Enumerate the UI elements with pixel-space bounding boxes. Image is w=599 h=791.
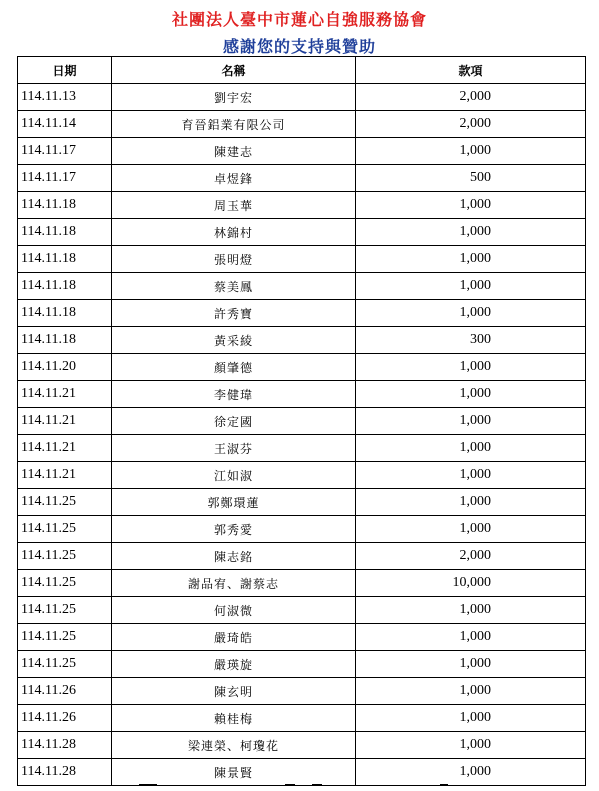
table-row xyxy=(18,246,586,273)
date-cell: 114.11.18 xyxy=(18,192,112,219)
date-cell: 114.11.25 xyxy=(18,570,112,597)
amount-cell: 1,000 xyxy=(356,138,586,165)
date-cell: 114.11.25 xyxy=(18,543,112,570)
cutoff-mark xyxy=(312,784,322,786)
column-header-date: 日期 xyxy=(18,57,112,84)
date-cell: 114.11.25 xyxy=(18,651,112,678)
date-cell: 114.11.14 xyxy=(18,111,112,138)
amount-cell: 10,000 xyxy=(356,570,586,597)
table-row xyxy=(18,624,586,651)
amount-cell: 1,000 xyxy=(356,192,586,219)
cutoff-mark xyxy=(440,784,448,786)
name-cell: 張明燈 xyxy=(112,246,356,273)
date-cell: 114.11.28 xyxy=(18,732,112,759)
name-cell: 許秀寶 xyxy=(112,300,356,327)
name-cell: 顏肇德 xyxy=(112,354,356,381)
thank-you-subtitle: 感謝您的支持與贊助 xyxy=(222,37,376,56)
date-cell: 114.11.17 xyxy=(18,138,112,165)
date-cell: 114.11.25 xyxy=(18,624,112,651)
date-cell: 114.11.21 xyxy=(18,381,112,408)
amount-cell: 1,000 xyxy=(356,381,586,408)
table-row xyxy=(18,273,586,300)
amount-cell: 1,000 xyxy=(356,516,586,543)
amount-cell: 500 xyxy=(356,165,586,192)
table-row xyxy=(18,543,586,570)
amount-cell: 2,000 xyxy=(356,84,586,111)
table-row xyxy=(18,759,586,786)
table-row xyxy=(18,732,586,759)
cutoff-mark xyxy=(139,784,157,786)
table-row xyxy=(18,219,586,246)
name-cell: 江如淑 xyxy=(112,462,356,489)
name-cell: 周玉華 xyxy=(112,192,356,219)
date-cell: 114.11.26 xyxy=(18,705,112,732)
table-row xyxy=(18,651,586,678)
name-cell: 嚴瑛旋 xyxy=(112,651,356,678)
amount-cell: 1,000 xyxy=(356,489,586,516)
name-cell: 黃采綾 xyxy=(112,327,356,354)
table-row xyxy=(18,300,586,327)
organization-title: 社團法人臺中市蓮心自強服務協會 xyxy=(171,10,427,29)
date-cell: 114.11.21 xyxy=(18,462,112,489)
date-cell: 114.11.18 xyxy=(18,327,112,354)
table-row xyxy=(18,462,586,489)
name-cell: 何淑微 xyxy=(112,597,356,624)
amount-cell: 1,000 xyxy=(356,462,586,489)
name-cell: 梁連榮、柯瓊花 xyxy=(112,732,356,759)
amount-cell: 2,000 xyxy=(356,543,586,570)
amount-cell: 1,000 xyxy=(356,300,586,327)
table-row xyxy=(18,408,586,435)
date-cell: 114.11.18 xyxy=(18,246,112,273)
date-cell: 114.11.18 xyxy=(18,273,112,300)
amount-cell: 1,000 xyxy=(356,678,586,705)
name-cell: 林錦村 xyxy=(112,219,356,246)
name-cell: 卓煜鋒 xyxy=(112,165,356,192)
date-cell: 114.11.25 xyxy=(18,597,112,624)
date-cell: 114.11.21 xyxy=(18,435,112,462)
date-cell: 114.11.18 xyxy=(18,300,112,327)
column-header-name: 名稱 xyxy=(112,57,356,84)
table-row xyxy=(18,705,586,732)
amount-cell: 2,000 xyxy=(356,111,586,138)
date-cell: 114.11.26 xyxy=(18,678,112,705)
amount-cell: 1,000 xyxy=(356,705,586,732)
table-body xyxy=(18,84,586,786)
name-cell: 嚴琦皓 xyxy=(112,624,356,651)
table-row xyxy=(18,570,586,597)
date-cell: 114.11.25 xyxy=(18,489,112,516)
name-cell: 陳建志 xyxy=(112,138,356,165)
table-row xyxy=(18,192,586,219)
table-row xyxy=(18,327,586,354)
name-cell: 郭鄭環蓮 xyxy=(112,489,356,516)
donation-table xyxy=(17,56,586,786)
date-cell: 114.11.13 xyxy=(18,84,112,111)
amount-cell: 1,000 xyxy=(356,597,586,624)
name-cell: 育晉鋁業有限公司 xyxy=(112,111,356,138)
column-header-amount: 款項 xyxy=(356,57,586,84)
name-cell: 李健瑋 xyxy=(112,381,356,408)
amount-cell: 300 xyxy=(356,327,586,354)
amount-cell: 1,000 xyxy=(356,759,586,786)
table-row xyxy=(18,165,586,192)
table-row xyxy=(18,381,586,408)
amount-cell: 1,000 xyxy=(356,624,586,651)
date-cell: 114.11.17 xyxy=(18,165,112,192)
amount-cell: 1,000 xyxy=(356,732,586,759)
name-cell: 賴桂梅 xyxy=(112,705,356,732)
table-row xyxy=(18,138,586,165)
date-cell: 114.11.21 xyxy=(18,408,112,435)
amount-cell: 1,000 xyxy=(356,651,586,678)
table-row xyxy=(18,489,586,516)
name-cell: 陳玄明 xyxy=(112,678,356,705)
name-cell: 陳景賢 xyxy=(112,759,356,786)
table-row xyxy=(18,516,586,543)
table-header-row xyxy=(18,57,586,84)
table-row xyxy=(18,597,586,624)
name-cell: 徐定國 xyxy=(112,408,356,435)
amount-cell: 1,000 xyxy=(356,408,586,435)
table-row xyxy=(18,435,586,462)
amount-cell: 1,000 xyxy=(356,354,586,381)
name-cell: 蔡美鳳 xyxy=(112,273,356,300)
name-cell: 謝品宥、謝蔡志 xyxy=(112,570,356,597)
amount-cell: 1,000 xyxy=(356,273,586,300)
cutoff-mark xyxy=(285,784,295,786)
amount-cell: 1,000 xyxy=(356,435,586,462)
date-cell: 114.11.28 xyxy=(18,759,112,786)
table-row xyxy=(18,678,586,705)
table-row xyxy=(18,354,586,381)
amount-cell: 1,000 xyxy=(356,219,586,246)
table-row xyxy=(18,111,586,138)
amount-cell: 1,000 xyxy=(356,246,586,273)
name-cell: 王淑芬 xyxy=(112,435,356,462)
name-cell: 劉宇宏 xyxy=(112,84,356,111)
name-cell: 郭秀愛 xyxy=(112,516,356,543)
date-cell: 114.11.25 xyxy=(18,516,112,543)
date-cell: 114.11.20 xyxy=(18,354,112,381)
date-cell: 114.11.18 xyxy=(18,219,112,246)
name-cell: 陳志銘 xyxy=(112,543,356,570)
table-row xyxy=(18,84,586,111)
